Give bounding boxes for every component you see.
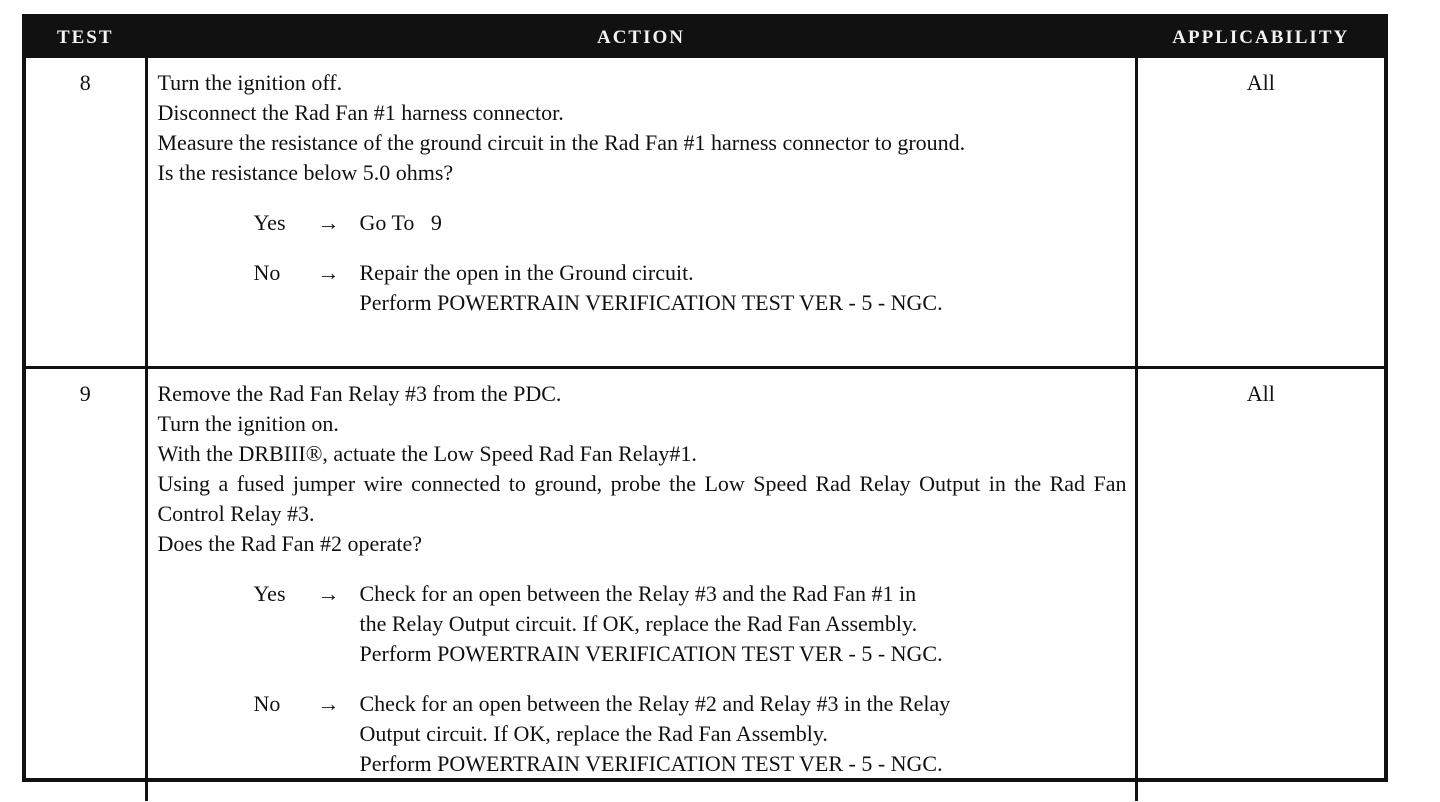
test-number-cell: 8: [26, 58, 146, 368]
response-result: [360, 258, 1127, 318]
action-question: Is the resistance below 5.0 ohms?: [157, 160, 454, 185]
response-no: [254, 258, 1127, 318]
action-question: Does the Rad Fan #2 operate?: [157, 531, 423, 556]
response-line: Check for an open between the Relay #2 and Relay #3 in the Relay: [359, 691, 951, 716]
response-answer: No: [253, 260, 281, 285]
response-line: Go To 9: [359, 210, 442, 235]
action-step: Turn the ignition off.: [157, 70, 343, 95]
action-step: Disconnect the Rad Fan #1 harness connector.: [157, 100, 564, 125]
right-arrow-icon: →: [317, 260, 340, 285]
action-cell: [146, 58, 1136, 368]
response-answer: Yes: [253, 581, 286, 606]
response-line: Perform POWERTRAIN VERIFICATION TEST VER - 5 - NGC.: [359, 641, 943, 666]
action-step: Measure the resistance of the ground circuit in the Rad Fan #1 harness connector to ground.: [157, 130, 966, 155]
response-yes: [254, 208, 1127, 238]
response-result: [360, 689, 1127, 779]
table-row-test-8: [26, 58, 1384, 368]
applicability-cell: All: [1246, 381, 1275, 406]
response-yes: [254, 579, 1127, 669]
response-line: Repair the open in the Ground circuit.: [359, 260, 694, 285]
diagnostic-table-frame: [22, 14, 1388, 782]
response-answer: No: [253, 691, 281, 716]
header-action: ACTION: [146, 18, 1136, 58]
header-test: TEST: [26, 18, 146, 58]
response-result: [360, 579, 1127, 669]
response-line: Check for an open between the Relay #3 and the Rad Fan #1 in: [359, 581, 917, 606]
response-no: [254, 689, 1127, 779]
action-step: Remove the Rad Fan Relay #3 from the PDC.: [157, 381, 562, 406]
response-answer: Yes: [253, 210, 286, 235]
response-line: the Relay Output circuit. If OK, replace the Rad Fan Assembly.: [359, 611, 918, 636]
action-step: Turn the ignition on.: [157, 411, 339, 436]
right-arrow-icon: →: [317, 581, 340, 606]
response-line: Perform POWERTRAIN VERIFICATION TEST VER - 5 - NGC.: [359, 290, 943, 315]
test-number-cell: 9: [26, 368, 146, 802]
applicability-cell: All: [1136, 58, 1384, 368]
action-cell: [146, 368, 1136, 802]
diagnostic-test-table: [26, 18, 1384, 801]
right-arrow-icon: →: [317, 691, 340, 716]
response-result: [360, 208, 1127, 238]
header-applicability: APPLICABILITY: [1136, 18, 1384, 58]
action-step: With the DRBIII®, actuate the Low Speed Rad Fan Relay#1.: [157, 441, 697, 466]
header-row: [26, 18, 1384, 58]
action-step: Using a fused jumper wire connected to ground, probe the Low Speed Rad Relay Output in the Rad Fan Control Relay #3.: [157, 471, 1127, 526]
response-line: Output circuit. If OK, replace the Rad Fan Assembly.: [359, 721, 828, 746]
response-line: Perform POWERTRAIN VERIFICATION TEST VER - 5 - NGC.: [359, 751, 943, 776]
right-arrow-icon: →: [317, 210, 340, 235]
table-row-test-9: [26, 368, 1384, 802]
